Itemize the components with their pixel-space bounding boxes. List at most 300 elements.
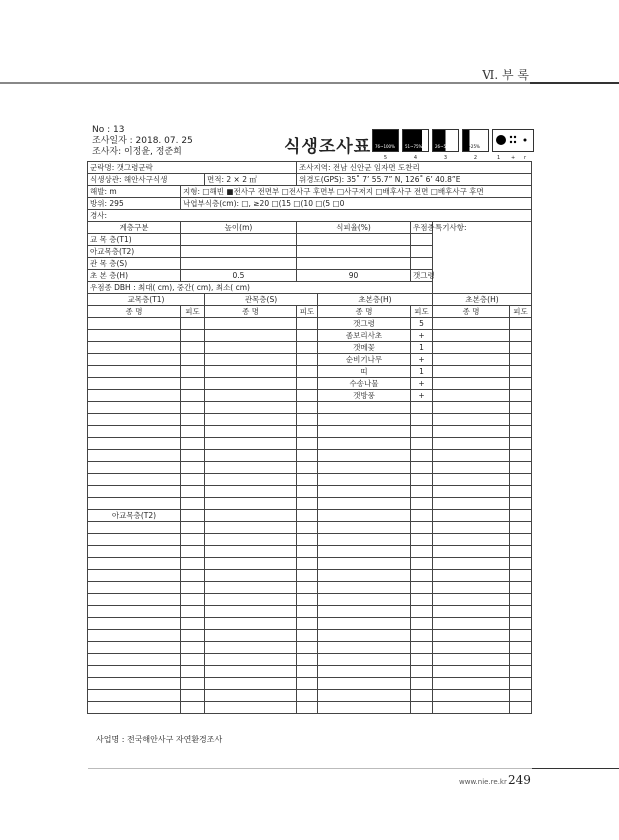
- species-cover-cell: [411, 558, 433, 570]
- species-cover-cell: [411, 426, 433, 438]
- species-row: [88, 426, 532, 438]
- species-cover-cell: [510, 318, 532, 330]
- species-name-cell: [433, 498, 510, 510]
- species-row: [88, 330, 532, 342]
- species-cover-cell: [181, 318, 205, 330]
- species-name-cell: [433, 534, 510, 546]
- species-cover-cell: [411, 498, 433, 510]
- species-name-cell: [433, 702, 510, 714]
- species-name-cell: [88, 618, 181, 630]
- species-name-cell: [205, 378, 297, 390]
- species-cover-cell: [297, 498, 318, 510]
- species-cover-cell: [510, 630, 532, 642]
- species-name-cell: [433, 510, 510, 522]
- section-header: Ⅵ. 부 록: [482, 68, 529, 82]
- species-name-cell: [433, 486, 510, 498]
- species-name-cell: [318, 510, 411, 522]
- species-cover-cell: [181, 582, 205, 594]
- species-name-cell: [433, 678, 510, 690]
- species-row: [88, 570, 532, 582]
- dbh: 우점종 DBH : 최대( cm), 중간( cm), 최소( cm): [88, 282, 433, 294]
- species-name-cell: [433, 654, 510, 666]
- species-name-cell: [433, 666, 510, 678]
- species-cover-cell: [297, 630, 318, 642]
- species-name-cell: [433, 630, 510, 642]
- strata-cover: [297, 234, 411, 246]
- footer-url: www.nie.re.kr: [459, 778, 507, 786]
- species-cover-cell: [510, 558, 532, 570]
- species-name-cell: [205, 558, 297, 570]
- species-name-cell: [433, 414, 510, 426]
- aspect: 방위: 295: [88, 198, 181, 210]
- species-cover-cell: [411, 534, 433, 546]
- strata-height: [181, 246, 297, 258]
- species-name-cell: [318, 486, 411, 498]
- species-cover-cell: [297, 318, 318, 330]
- species-name-cell: [88, 630, 181, 642]
- species-name-cell: [318, 522, 411, 534]
- species-name-cell: [318, 426, 411, 438]
- species-cover-cell: [297, 642, 318, 654]
- litter-layer: 낙엽부식층(cm): □, ≥20 □(15 □(10 □(5 □0: [181, 198, 532, 210]
- species-name-cell: [88, 534, 181, 546]
- col-header-cover: 피도: [411, 306, 433, 318]
- species-name-cell: [433, 582, 510, 594]
- legend-symbols: 1 + r: [492, 129, 534, 152]
- col-header-cover: 피도: [510, 306, 532, 318]
- species-name-cell: [318, 558, 411, 570]
- species-cover-cell: [510, 426, 532, 438]
- species-cover-cell: [181, 462, 205, 474]
- species-cover-cell: [181, 594, 205, 606]
- species-name-cell: [433, 642, 510, 654]
- species-row: [88, 606, 532, 618]
- species-name-cell: 수송나물: [318, 378, 411, 390]
- footer-rule-accent: [532, 768, 619, 769]
- species-name-cell: [318, 678, 411, 690]
- legend-box-3: 26~50% 3: [432, 129, 459, 152]
- species-cover-cell: [510, 390, 532, 402]
- species-row: [88, 702, 532, 714]
- species-row: [88, 342, 532, 354]
- species-cover-cell: [181, 570, 205, 582]
- species-cover-cell: [297, 666, 318, 678]
- species-name-cell: [433, 354, 510, 366]
- species-cover-cell: [297, 438, 318, 450]
- species-name-cell: [88, 546, 181, 558]
- species-cover-cell: +: [411, 354, 433, 366]
- strata-dominant: [411, 234, 433, 246]
- species-name-cell: [318, 654, 411, 666]
- species-cover-cell: [181, 342, 205, 354]
- species-name-cell: [205, 570, 297, 582]
- species-name-cell: [88, 582, 181, 594]
- species-cover-cell: [510, 378, 532, 390]
- strata-dominant: [411, 258, 433, 270]
- species-cover-cell: [510, 486, 532, 498]
- species-cover-cell: [181, 438, 205, 450]
- col-header-species: 종 명: [318, 306, 411, 318]
- species-row: [88, 594, 532, 606]
- species-name-cell: [205, 402, 297, 414]
- species-cover-cell: [411, 474, 433, 486]
- remarks: 특기사항:: [433, 222, 532, 294]
- species-cover-cell: [411, 414, 433, 426]
- species-cover-cell: +: [411, 378, 433, 390]
- species-cover-cell: [411, 450, 433, 462]
- species-cover-cell: [297, 678, 318, 690]
- subtree-label: 아교목층(T2): [88, 510, 181, 522]
- species-row: [88, 438, 532, 450]
- species-cover-cell: [181, 546, 205, 558]
- species-row: [88, 414, 532, 426]
- species-cover-cell: [181, 414, 205, 426]
- species-cover-cell: [297, 402, 318, 414]
- species-name-cell: [318, 594, 411, 606]
- species-name-cell: [205, 318, 297, 330]
- species-name-cell: [205, 498, 297, 510]
- species-cover-cell: [181, 510, 205, 522]
- species-name-cell: [88, 666, 181, 678]
- strata-layer: 초 본 층(H): [88, 270, 181, 282]
- survey-form-table: [87, 161, 532, 714]
- species-name-cell: [318, 642, 411, 654]
- species-cover-cell: [297, 390, 318, 402]
- species-row: [88, 690, 532, 702]
- species-name-cell: [433, 558, 510, 570]
- species-cover-cell: [510, 666, 532, 678]
- species-name-cell: [88, 594, 181, 606]
- species-name-cell: [205, 654, 297, 666]
- species-cover-cell: [181, 402, 205, 414]
- species-name-cell: 순비기나무: [318, 354, 411, 366]
- species-name-cell: [205, 522, 297, 534]
- species-cover-cell: [411, 678, 433, 690]
- species-name-cell: [88, 450, 181, 462]
- gps-coordinates: 위경도(GPS): 35˚ 7’ 55.7” N, 126˚ 6’ 40.8”E: [297, 174, 532, 186]
- strata-layer: 교 목 층(T1): [88, 234, 181, 246]
- species-name-cell: [318, 606, 411, 618]
- col-header-species: 종 명: [433, 306, 510, 318]
- species-name-cell: [318, 414, 411, 426]
- species-name-cell: [88, 378, 181, 390]
- species-name-cell: [88, 606, 181, 618]
- species-cover-cell: [181, 390, 205, 402]
- species-cover-cell: [297, 366, 318, 378]
- species-cover-cell: [181, 642, 205, 654]
- species-name-cell: [433, 378, 510, 390]
- species-name-cell: [205, 330, 297, 342]
- species-name-cell: [433, 618, 510, 630]
- species-cover-cell: [181, 606, 205, 618]
- species-cover-cell: [510, 654, 532, 666]
- species-cover-cell: [510, 474, 532, 486]
- layer-header-shrub: 관목층(S): [205, 294, 318, 306]
- species-cover-cell: [181, 474, 205, 486]
- species-cover-cell: [411, 546, 433, 558]
- legend-box-2: 6~25% 2: [462, 129, 489, 152]
- strata-dominant: 갯그령: [411, 270, 433, 282]
- species-name-cell: [88, 414, 181, 426]
- species-name-cell: [205, 606, 297, 618]
- species-name-cell: [205, 438, 297, 450]
- col-header-cover: 피도: [181, 306, 205, 318]
- species-name-cell: [88, 474, 181, 486]
- species-cover-cell: [510, 534, 532, 546]
- species-name-cell: [205, 486, 297, 498]
- species-name-cell: [433, 474, 510, 486]
- species-row: [88, 510, 532, 522]
- species-name-cell: [88, 342, 181, 354]
- species-cover-cell: [297, 462, 318, 474]
- species-cover-cell: [181, 366, 205, 378]
- species-cover-cell: [411, 582, 433, 594]
- strata-dominant: [411, 246, 433, 258]
- species-row: [88, 630, 532, 642]
- species-name-cell: [318, 618, 411, 630]
- species-row: [88, 486, 532, 498]
- layer-header-herb: 초본층(H): [318, 294, 433, 306]
- species-name-cell: [205, 426, 297, 438]
- species-row: [88, 354, 532, 366]
- species-cover-cell: [411, 486, 433, 498]
- species-name-cell: [205, 582, 297, 594]
- strata-layer: 관 목 층(S): [88, 258, 181, 270]
- species-cover-cell: [297, 450, 318, 462]
- species-name-cell: [205, 342, 297, 354]
- species-cover-cell: [297, 414, 318, 426]
- header-rule-accent: [530, 82, 619, 84]
- species-cover-cell: [297, 606, 318, 618]
- species-name-cell: [88, 702, 181, 714]
- physiognomy: 식생상관: 해안사구식생: [88, 174, 205, 186]
- col-header-cover: 피도: [297, 306, 318, 318]
- species-name-cell: [433, 606, 510, 618]
- strata-header-height: 높이(m): [181, 222, 297, 234]
- species-name-cell: 띠: [318, 366, 411, 378]
- species-cover-cell: [510, 498, 532, 510]
- species-cover-cell: 1: [411, 342, 433, 354]
- species-cover-cell: [181, 534, 205, 546]
- species-cover-cell: [181, 702, 205, 714]
- species-name-cell: [433, 438, 510, 450]
- species-cover-cell: [411, 642, 433, 654]
- species-cover-cell: 5: [411, 318, 433, 330]
- species-cover-cell: [181, 486, 205, 498]
- species-name-cell: [88, 654, 181, 666]
- page-number: 249: [508, 773, 531, 787]
- species-cover-cell: [297, 378, 318, 390]
- species-name-cell: [205, 534, 297, 546]
- species-name-cell: [88, 390, 181, 402]
- species-row: [88, 522, 532, 534]
- species-name-cell: 갯메꽃: [318, 342, 411, 354]
- col-header-species: 종 명: [88, 306, 181, 318]
- species-cover-cell: [510, 342, 532, 354]
- col-header-species: 종 명: [205, 306, 297, 318]
- footer-rule: [88, 768, 532, 769]
- header-rule: [0, 82, 530, 84]
- slope: 경사:: [88, 210, 532, 222]
- strata-cover: [297, 246, 411, 258]
- species-row: [88, 678, 532, 690]
- species-name-cell: [433, 462, 510, 474]
- species-cover-cell: [411, 618, 433, 630]
- species-row: [88, 534, 532, 546]
- species-name-cell: [205, 546, 297, 558]
- species-name-cell: [205, 390, 297, 402]
- species-row: [88, 618, 532, 630]
- species-name-cell: 갯방풍: [318, 390, 411, 402]
- species-name-cell: [318, 474, 411, 486]
- species-cover-cell: [297, 534, 318, 546]
- species-name-cell: [433, 330, 510, 342]
- species-name-cell: [88, 330, 181, 342]
- project-name: 사업명 : 전국해안사구 자연환경조사: [96, 735, 223, 744]
- species-name-cell: [88, 318, 181, 330]
- strata-header-layer: 계층구분: [88, 222, 181, 234]
- species-name-cell: [205, 618, 297, 630]
- species-cover-cell: [181, 378, 205, 390]
- species-name-cell: [88, 570, 181, 582]
- species-cover-cell: [411, 570, 433, 582]
- species-cover-cell: [411, 594, 433, 606]
- species-cover-cell: [181, 498, 205, 510]
- species-cover-cell: [411, 630, 433, 642]
- species-cover-cell: [510, 570, 532, 582]
- species-cover-cell: +: [411, 390, 433, 402]
- species-name-cell: [433, 570, 510, 582]
- species-cover-cell: [181, 450, 205, 462]
- species-cover-cell: [510, 522, 532, 534]
- strata-height: [181, 258, 297, 270]
- species-cover-cell: [411, 510, 433, 522]
- species-row: [88, 474, 532, 486]
- legend-box-4: 51~75% 4: [402, 129, 429, 152]
- species-cover-cell: [411, 438, 433, 450]
- species-name-cell: [205, 678, 297, 690]
- species-cover-cell: [411, 654, 433, 666]
- species-cover-cell: [181, 654, 205, 666]
- strata-cover: 90: [297, 270, 411, 282]
- species-name-cell: [205, 366, 297, 378]
- species-cover-cell: +: [411, 330, 433, 342]
- species-name-cell: [88, 354, 181, 366]
- species-row: [88, 366, 532, 378]
- species-cover-cell: [510, 594, 532, 606]
- legend-box-5: 76~100% 5: [372, 129, 399, 152]
- species-row: [88, 318, 532, 330]
- species-cover-cell: [510, 618, 532, 630]
- species-cover-cell: [411, 702, 433, 714]
- species-cover-cell: [411, 462, 433, 474]
- species-cover-cell: [510, 642, 532, 654]
- investigator: 조사자: 이정윤, 정준희: [92, 147, 182, 157]
- species-cover-cell: [297, 546, 318, 558]
- species-cover-cell: [297, 594, 318, 606]
- species-cover-cell: [181, 558, 205, 570]
- species-cover-cell: [297, 426, 318, 438]
- survey-date: 조사일자 : 2018. 07. 25: [92, 136, 193, 146]
- species-name-cell: [433, 546, 510, 558]
- species-cover-cell: [411, 522, 433, 534]
- species-name-cell: [88, 522, 181, 534]
- species-name-cell: [205, 666, 297, 678]
- species-name-cell: [88, 678, 181, 690]
- species-row: [88, 402, 532, 414]
- species-name-cell: [205, 630, 297, 642]
- species-cover-cell: [297, 582, 318, 594]
- species-name-cell: [318, 570, 411, 582]
- species-name-cell: [205, 642, 297, 654]
- species-name-cell: 좀보리사초: [318, 330, 411, 342]
- species-cover-cell: 1: [411, 366, 433, 378]
- species-cover-cell: [297, 486, 318, 498]
- species-name-cell: [433, 318, 510, 330]
- species-cover-cell: [411, 690, 433, 702]
- altitude: 해발: m: [88, 186, 181, 198]
- species-name-cell: [205, 510, 297, 522]
- species-name-cell: [88, 498, 181, 510]
- species-name-cell: [205, 354, 297, 366]
- species-row: [88, 378, 532, 390]
- species-cover-cell: [181, 690, 205, 702]
- species-name-cell: [318, 534, 411, 546]
- species-cover-cell: [510, 690, 532, 702]
- survey-region: 조사지역: 전남 신안군 임자면 도찬리: [297, 162, 532, 174]
- species-cover-cell: [297, 702, 318, 714]
- species-name-cell: [318, 498, 411, 510]
- species-name-cell: [433, 390, 510, 402]
- species-name-cell: [318, 462, 411, 474]
- species-row: [88, 582, 532, 594]
- species-name-cell: [205, 594, 297, 606]
- strata-cover: [297, 258, 411, 270]
- species-name-cell: [318, 582, 411, 594]
- species-name-cell: [88, 402, 181, 414]
- species-cover-cell: [510, 546, 532, 558]
- strata-height: 0.5: [181, 270, 297, 282]
- species-row: [88, 450, 532, 462]
- species-cover-cell: [297, 474, 318, 486]
- strata-height: [181, 234, 297, 246]
- species-name-cell: [318, 666, 411, 678]
- species-name-cell: [318, 450, 411, 462]
- species-cover-cell: [510, 678, 532, 690]
- species-cover-cell: [510, 402, 532, 414]
- species-cover-cell: [411, 402, 433, 414]
- species-row: [88, 462, 532, 474]
- community-name: 군락명: 갯그령군락: [88, 162, 297, 174]
- species-cover-cell: [297, 558, 318, 570]
- species-row: [88, 498, 532, 510]
- layer-header-tree: 교목층(T1): [88, 294, 205, 306]
- species-name-cell: [318, 702, 411, 714]
- survey-number: No : 13: [92, 125, 125, 135]
- terrain: 지형: □해빈 ■전사구 전면부 □전사구 후면부 □사구저지 □배후사구 전면 □배후사구 후면: [181, 186, 532, 198]
- species-cover-cell: [181, 330, 205, 342]
- species-cover-cell: [297, 342, 318, 354]
- species-cover-cell: [411, 666, 433, 678]
- species-cover-cell: [181, 354, 205, 366]
- species-cover-cell: [297, 570, 318, 582]
- species-row: [88, 390, 532, 402]
- species-name-cell: [318, 438, 411, 450]
- species-name-cell: [433, 366, 510, 378]
- species-cover-cell: [181, 666, 205, 678]
- species-cover-cell: [181, 678, 205, 690]
- species-name-cell: [433, 594, 510, 606]
